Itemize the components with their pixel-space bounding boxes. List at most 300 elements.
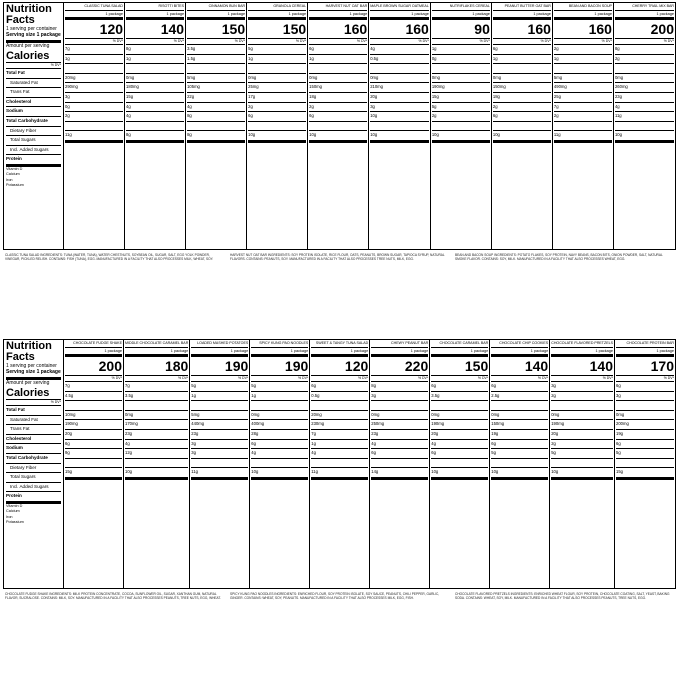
serving-size-row: [6, 369, 61, 375]
vitamins-values: [187, 140, 245, 165]
nutrient-amount: 10g: [248, 132, 256, 138]
nutrient-amount: 1.5g: [187, 55, 196, 61]
nutrient-amount: 230mg: [311, 421, 325, 427]
serving-size-value: 1 package: [170, 349, 189, 353]
nutrient-amount: 6g: [309, 46, 314, 51]
vitamin-row: [65, 496, 122, 502]
nutrient-amount: 10g: [492, 132, 500, 138]
vitamins-values: [615, 140, 674, 165]
nutrient-row: [309, 111, 367, 121]
nutrient-amount: 290mg: [65, 84, 78, 90]
serving-size-value: 1 package: [530, 349, 549, 353]
label-column: [4, 340, 64, 588]
nutrient-row: [493, 121, 551, 131]
nutrient-row: [248, 63, 306, 73]
product-column: [550, 340, 615, 588]
nutrient-amount: 3.5g: [431, 392, 440, 398]
nutrient-amount: 11g: [553, 132, 561, 138]
nutrient-row: [251, 381, 308, 391]
nutrition-grid-1: [4, 3, 675, 249]
nutrient-amount: 18g: [492, 93, 500, 99]
nutrient-row: [65, 92, 123, 102]
nutrient-row: [65, 439, 122, 449]
nutrient-row: [491, 458, 548, 468]
product-name: GRANOLA CEREAL: [248, 3, 306, 11]
nutrient-amount: 210mg: [370, 84, 383, 90]
row-label-trans-fat: Trans Fat: [6, 87, 61, 97]
nutrient-row: [311, 419, 368, 429]
nutrient-amount: 28g: [251, 430, 259, 436]
nutrient-amount: 8g: [371, 383, 376, 388]
nutrient-row: [251, 429, 308, 439]
nutrient-row: [432, 111, 490, 121]
nutrient-amount: 12g: [124, 450, 132, 456]
calories-value: 220: [371, 354, 428, 375]
nutrient-row: [371, 429, 428, 439]
nutrient-row: [311, 429, 368, 439]
nutrient-amount: 0mg: [124, 411, 134, 417]
nutrient-row: [370, 102, 429, 112]
nutrient-row: [493, 92, 551, 102]
product-name: MIDDLE CHOCOLATE CARAMEL BAR: [125, 340, 188, 348]
row-label-added-sugars: Incl. Added Sugars: [6, 482, 61, 492]
nutrient-row: [491, 467, 548, 477]
calories-value: 160: [370, 17, 429, 38]
nutrient-row: [616, 439, 674, 449]
nutrient-amount: 3.5g: [187, 46, 196, 51]
nutrient-amount: 2g: [248, 103, 253, 109]
product-name: LOADED MASHED POTATOES: [191, 340, 248, 348]
nutrient-amount: 5g: [191, 383, 196, 388]
nutrient-amount: 11g: [65, 132, 72, 138]
nutrient-row: [125, 410, 188, 420]
vitamins-values: [493, 140, 551, 165]
product-column: [369, 3, 431, 249]
nutrient-row: [309, 102, 367, 112]
nutrient-amount: 10g: [370, 132, 378, 138]
row-label-total-fat: Total Fat: [6, 405, 61, 415]
nutrient-row: [551, 458, 613, 468]
nutrient-row: [187, 121, 245, 131]
nutrient-amount: 2.5g: [491, 392, 500, 398]
vitamin-row: [65, 159, 123, 165]
nutrient-amount: 250mg: [371, 421, 385, 427]
product-name: CLASSIC TUNA SALAD: [65, 3, 123, 11]
nutrient-row: [491, 429, 548, 439]
nutrient-amount: 10g: [309, 132, 317, 138]
nutrient-row: [125, 419, 188, 429]
product-name: SWEET & TANGY TUNA SALAD: [311, 340, 368, 348]
nutrient-amount: 6g: [616, 440, 621, 446]
nutrient-amount: 3g: [191, 450, 196, 456]
nutrient-row: [554, 82, 612, 92]
calories-value: 200: [615, 17, 674, 38]
product-column: [492, 3, 553, 249]
nutrient-amount: 10g: [431, 469, 439, 475]
nutrient-amount: 190mg: [551, 421, 565, 427]
calories-label: Calories: [6, 50, 50, 62]
vitamins-labels: [6, 501, 61, 526]
nutrient-row: [251, 419, 308, 429]
nutrient-row: [65, 429, 122, 439]
product-name: MAPLE BROWN SUGAR OATMEAL: [370, 3, 429, 11]
nutrient-amount: 3g: [65, 93, 70, 99]
serving-size-label: Serving size: [6, 369, 36, 375]
nutrient-row: [248, 111, 306, 121]
nutrient-row: [491, 391, 548, 401]
dv-header: % DV*: [125, 375, 188, 381]
nutrient-row: [251, 458, 308, 468]
nutrient-row: [616, 400, 674, 410]
nutrient-amount: 4g: [311, 450, 316, 456]
nutrient-amount: 20mg: [311, 411, 322, 417]
product-column: [125, 3, 186, 249]
nutrient-row: [187, 73, 245, 83]
ingredients-text: CLASSIC TUNA SALAD INGREDIENTS: TUNA (WATER, TUNA), WATER CHESTNUTS, SOYBEAN OIL, SUGAR, SALT, EGG YOLK POWDER, VINEGAR, PICKLED RELISH. CONTAINS: FISH (TUNA), EGG. MANUFACTURED IN A FACILITY THAT ALSO PROCESSES MILK, WHEAT, SOY.: [5, 253, 214, 261]
nutrient-row: [248, 130, 306, 140]
nutrient-amount: 1g: [553, 55, 559, 61]
nutrient-row: [431, 439, 488, 449]
serving-size-value: 1 package: [288, 12, 307, 16]
nutrient-row: [309, 130, 367, 140]
nutrient-amount: 10g: [614, 132, 622, 138]
nutrient-amount: 4g: [614, 103, 620, 109]
calories-value: 90: [432, 17, 490, 38]
serving-size-value: 1 package: [166, 12, 185, 16]
nutrient-amount: 15g: [431, 93, 439, 99]
nutrient-amount: 1g: [248, 55, 253, 61]
row-label-protein: Protein: [6, 154, 61, 164]
nutrient-row: [65, 381, 122, 391]
product-column: [430, 340, 490, 588]
nutrient-row: [126, 130, 184, 140]
nutrient-amount: 2g: [492, 103, 498, 109]
product-name: CHOCOLATE CARAMEL BAR: [431, 340, 488, 348]
row-label-protein: Protein: [6, 491, 61, 501]
nutrient-row: [248, 121, 306, 131]
nutrient-row: [371, 410, 428, 420]
vitamins-values: [311, 477, 368, 502]
vitamin-label-iron: Iron: [6, 177, 13, 182]
nutrient-amount: 6g: [248, 113, 253, 119]
vitamin-label-potassium: Potassium: [6, 520, 24, 525]
nutrient-row: [431, 410, 488, 420]
amount-label: Amount per serving: [6, 40, 61, 49]
nutrient-amount: 6g: [616, 383, 621, 388]
row-label-total-carb: Total Carbohydrate: [6, 116, 61, 126]
nutrient-amount: 1g: [311, 440, 316, 446]
calories-value: 200: [65, 354, 122, 375]
vitamins-values: [491, 477, 548, 502]
nutrient-row: [370, 111, 429, 121]
nutrient-amount: 11g: [191, 469, 198, 475]
nutrient-row: [616, 448, 674, 458]
nutrient-amount: 200mg: [616, 421, 629, 427]
nutrient-amount: 0mg: [431, 74, 440, 80]
nutrient-amount: 6g: [309, 113, 314, 119]
nutrient-row: [615, 82, 674, 92]
label-column: [4, 3, 64, 249]
vitamin-row: [431, 496, 488, 502]
nutrient-amount: 4g: [124, 440, 130, 446]
nutrient-row: [431, 391, 488, 401]
nutrient-amount: 440mg: [191, 421, 205, 427]
vitamins-values: [251, 477, 308, 502]
nutrient-row: [251, 391, 308, 401]
nutrient-row: [309, 44, 367, 54]
nutrient-row: [311, 381, 368, 391]
nutrient-row: [65, 44, 123, 54]
product-name: HARVEST NUT OAT BAR: [309, 3, 367, 11]
nutrient-row: [615, 63, 674, 73]
dv-header: % DV*: [491, 375, 548, 381]
nutrient-amount: 25g: [553, 93, 561, 99]
nutrient-row: [65, 410, 122, 420]
nutrient-row: [554, 63, 612, 73]
nutrient-amount: 1g: [251, 392, 256, 398]
nutrient-row: [125, 391, 188, 401]
vitamin-row: [311, 496, 368, 502]
nutrient-amount: 14g: [371, 469, 379, 475]
nutrient-row: [126, 111, 184, 121]
nutrient-row: [126, 73, 184, 83]
nutrient-row: [125, 448, 188, 458]
nutrient-row: [371, 400, 428, 410]
nutrient-amount: 10g: [551, 469, 559, 475]
nutrient-amount: 0mg: [614, 74, 624, 80]
nutrient-row: [191, 381, 248, 391]
nutrient-row: [309, 73, 367, 83]
nutrient-amount: 17g: [248, 93, 256, 99]
vitamin-row: [191, 496, 248, 502]
dv-header: % DV*: [126, 38, 184, 44]
nutrient-amount: 2g: [553, 46, 559, 51]
nutrient-amount: 23g: [191, 430, 199, 436]
product-name: CHERRY TRAIL MIX BAR: [615, 3, 674, 11]
nutrient-amount: 8g: [187, 113, 192, 119]
vitamins-values: [431, 477, 488, 502]
nutrient-row: [432, 121, 490, 131]
serving-size-value: 1 package: [230, 349, 249, 353]
dv-header: % DV*: [251, 375, 308, 381]
panel-title: Nutrition Facts: [6, 3, 52, 26]
nutrient-row: [191, 448, 248, 458]
nutrient-row: [187, 82, 245, 92]
row-label-fiber: Dietary Fiber: [6, 463, 61, 473]
vitamins-values: [309, 140, 367, 165]
nutrient-amount: 19g: [491, 430, 499, 436]
nutrient-amount: 10g: [124, 469, 132, 475]
nutrient-amount: 5mg: [553, 74, 563, 80]
nutrient-amount: 260mg: [614, 84, 628, 90]
vitamins-values: [616, 477, 674, 502]
nutrient-row: [615, 102, 674, 112]
nutrient-row: [248, 44, 306, 54]
vitamin-row: [248, 159, 306, 165]
nutrient-amount: 3g: [551, 383, 556, 388]
nutrient-amount: 2g: [431, 113, 437, 119]
calories-value: 140: [491, 354, 548, 375]
nutrient-amount: 0.5g: [370, 55, 379, 61]
vitamin-row: [309, 159, 367, 165]
dv-header: % DV*: [371, 375, 428, 381]
nutrient-row: [491, 439, 548, 449]
nutrient-row: [248, 102, 306, 112]
nutrient-amount: 10g: [251, 469, 259, 475]
nutrient-row: [432, 92, 490, 102]
nutrient-row: [615, 54, 674, 64]
nutrient-amount: 3g: [616, 392, 621, 398]
nutrient-amount: 2g: [65, 113, 70, 119]
nutrient-amount: 11g: [311, 469, 318, 475]
nutrient-amount: 15g: [616, 469, 623, 475]
nutrient-amount: 19g: [616, 430, 623, 436]
nutrient-row: [65, 448, 122, 458]
dv-header: % DV*: [248, 38, 306, 44]
nutrient-amount: 5g: [248, 46, 253, 51]
calories-value: 140: [551, 354, 613, 375]
vitamins-values: [191, 477, 248, 502]
nutrient-row: [616, 419, 674, 429]
dv-header: % DV*: [6, 399, 61, 405]
nutrient-amount: 25mg: [248, 84, 259, 90]
nutrient-row: [493, 111, 551, 121]
nutrient-row: [125, 400, 188, 410]
nutrient-row: [187, 111, 245, 121]
vitamin-label-calcium: Calcium: [6, 509, 20, 514]
nutrient-row: [371, 467, 428, 477]
nutrient-amount: 4g: [431, 440, 436, 446]
nutrient-row: [309, 63, 367, 73]
calories-value: 140: [126, 17, 184, 38]
dv-header: % DV*: [432, 38, 490, 44]
vitamins-values: [432, 140, 490, 165]
nutrient-row: [432, 82, 490, 92]
nutrient-row: [554, 102, 612, 112]
dv-header: % DV*: [615, 38, 674, 44]
nutrient-row: [65, 400, 122, 410]
nutrient-row: [432, 44, 490, 54]
nutrient-row: [432, 63, 490, 73]
nutrient-row: [191, 467, 248, 477]
nutrient-amount: 6g: [491, 383, 496, 388]
product-column: [250, 340, 310, 588]
nutrient-row: [554, 111, 612, 121]
nutrient-row: [65, 111, 123, 121]
nutrient-row: [431, 448, 488, 458]
nutrient-row: [551, 467, 613, 477]
ingredients-text: BEAN AND BACON SOUP INGREDIENTS: POTATO FLAKES, SOY PROTEIN, NAVY BEANS, BACON BITS, ONION POWDER, SALT, NATURAL SMOKE FLAVOR. CONTAINS: SOY, MILK. MANUFACTURED IN A FACILITY THAT ALSO PROCESSES WHEAT, EGG.: [455, 253, 663, 261]
servings-text: 1 serving per container: [6, 26, 57, 32]
calories-value: 160: [493, 17, 551, 38]
nutrient-row: [65, 391, 122, 401]
row-label-fiber: Dietary Fiber: [6, 126, 61, 136]
dv-header: % DV*: [311, 375, 368, 381]
product-column: [64, 340, 124, 588]
nutrient-row: [370, 82, 429, 92]
nutrient-amount: 0mg: [491, 411, 500, 417]
serving-size-value: 1 package: [656, 12, 674, 16]
vitamins-values: [65, 140, 123, 165]
nutrient-row: [370, 44, 429, 54]
ingredients-text: SPICY KUNG PAO NOODLES INGREDIENTS: ENRICHED FLOUR, SOY PROTEIN ISOLATE, SOY SAUCE, PEANUTS, CHILI PEPPER, GARLIC, GINGER. CONTAINS: WHEAT, SOY, PEANUTS. MANUFACTURED IN A FACILITY THAT ALSO PROCESSES MILK, EGG, FISH.: [230, 592, 440, 600]
nutrient-row: [551, 410, 613, 420]
nutrient-amount: 9g: [65, 450, 70, 456]
nutrient-amount: 6g: [251, 440, 256, 446]
nutrient-row: [554, 121, 612, 131]
nutrient-amount: 4g: [370, 46, 375, 51]
row-label-sat-fat: Saturated Fat: [6, 415, 61, 425]
nutrient-row: [309, 54, 367, 64]
product-name: PEANUT BUTTER OAT BAR: [493, 3, 551, 11]
nutrient-row: [370, 63, 429, 73]
nutrient-amount: 6g: [431, 383, 436, 388]
nutrient-row: [615, 92, 674, 102]
product-name: SPICY KUNG PAO NOODLES: [251, 340, 308, 348]
nutrient-amount: 2g: [553, 113, 559, 119]
nutrient-row: [616, 381, 674, 391]
vitamin-row: [616, 496, 674, 502]
nutrient-amount: 0mg: [431, 411, 440, 417]
nutrient-amount: 3g: [370, 103, 375, 109]
row-label-total-carb: Total Carbohydrate: [6, 453, 61, 463]
dv-header: % DV*: [616, 375, 674, 381]
serving-size-value: 1 package: [594, 12, 612, 16]
vitamin-row: [551, 496, 613, 502]
nutrient-row: [554, 44, 612, 54]
vitamin-label-calcium: Calcium: [6, 172, 20, 177]
nutrient-row: [126, 63, 184, 73]
row-label-sodium: Sodium: [6, 443, 61, 453]
amount-label: Amount per serving: [6, 377, 61, 386]
nutrient-row: [551, 429, 613, 439]
nutrient-row: [311, 467, 368, 477]
nutrient-row: [371, 458, 428, 468]
nutrient-amount: 5mg: [187, 74, 196, 80]
nutrient-amount: 4g: [251, 450, 256, 456]
nutrient-row: [311, 400, 368, 410]
product-column: [310, 340, 370, 588]
product-name: NUTRIFLAKES CEREAL: [432, 3, 490, 11]
nutrient-amount: 8g: [614, 46, 620, 51]
calories-value: 190: [251, 354, 308, 375]
nutrient-row: [65, 73, 123, 83]
nutrient-row: [125, 467, 188, 477]
nutrient-amount: 5g: [551, 450, 556, 456]
nutrient-amount: 4g: [126, 113, 131, 119]
dv-header: % DV*: [370, 38, 429, 44]
nutrient-row: [431, 467, 488, 477]
nutrient-amount: 5mg: [191, 411, 200, 417]
serving-size-value: 1 package: [350, 349, 369, 353]
servings-text: 1 serving per container: [6, 363, 57, 369]
vitamin-row: [432, 159, 490, 165]
nutrition-panel-1: [3, 2, 676, 250]
nutrient-amount: 6g: [492, 46, 498, 51]
nutrient-row: [493, 44, 551, 54]
calories-value: 160: [554, 17, 612, 38]
nutrient-amount: 5g: [491, 450, 496, 456]
serving-size-value: 1 package: [410, 349, 429, 353]
serving-size-value: 1 package: [411, 12, 429, 16]
dv-header: % DV*: [309, 38, 367, 44]
row-label-total-sugars: Total Sugars: [6, 472, 61, 482]
nutrient-amount: 0.5g: [311, 392, 320, 398]
dv-header: % DV*: [431, 375, 488, 381]
nutrient-amount: 18g: [309, 93, 317, 99]
nutrient-row: [309, 82, 367, 92]
nutrient-row: [491, 419, 548, 429]
